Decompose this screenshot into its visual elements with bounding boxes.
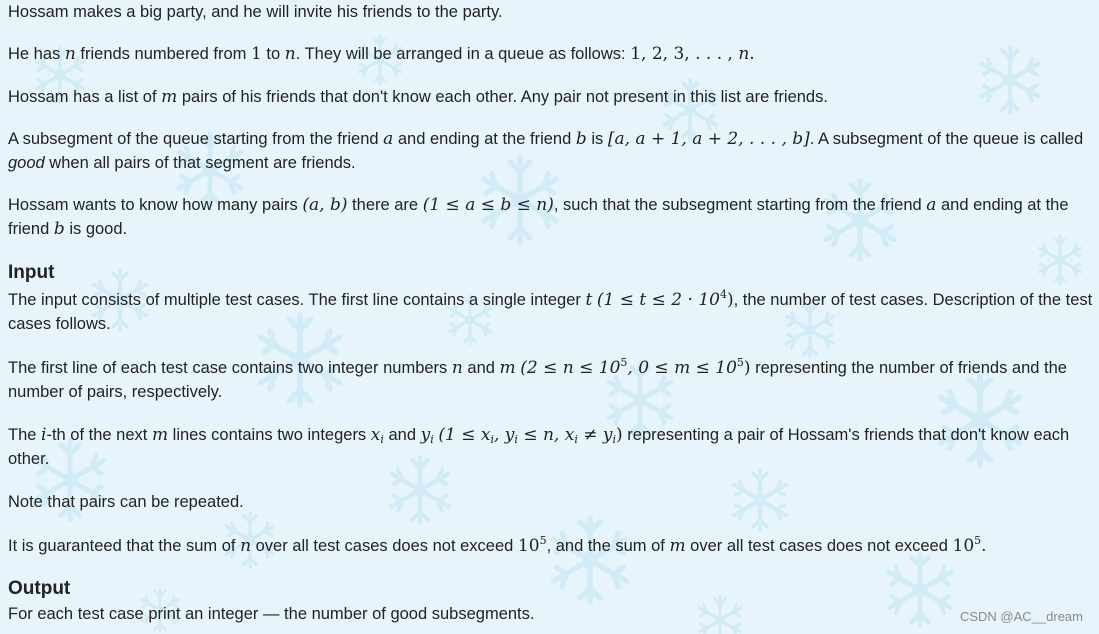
text: representing the number of friends and the number of pairs, respectively.	[8, 359, 1067, 401]
text: is good.	[64, 220, 128, 238]
math-number: 1	[251, 44, 262, 64]
output-paragraph-1	[8, 602, 534, 626]
statement-paragraph-5	[8, 193, 1094, 241]
math-var: y	[420, 425, 431, 445]
math-var: x	[370, 425, 381, 445]
text: to	[261, 45, 285, 63]
math-subscript: i	[574, 433, 578, 446]
text: and	[383, 426, 421, 444]
math-subscript: i	[514, 433, 518, 446]
math-segment: [a, a + 1, a + 2, . . . , b]	[607, 129, 810, 149]
math-var: n	[240, 536, 252, 556]
text: -th of the next	[46, 426, 152, 444]
math-exponent: 5	[620, 356, 628, 369]
math-var: t	[585, 290, 593, 310]
emphasis-good: good	[8, 154, 45, 172]
text: representing a pair of Hossam's friends that don't know each other.	[8, 426, 1070, 468]
math-var: n	[284, 44, 296, 64]
csdn-watermark: CSDN @AC__dream	[959, 609, 1083, 624]
text: The	[8, 426, 42, 444]
math-exponent: 5	[736, 356, 744, 369]
math-condition: (2 ≤ n ≤ 10	[520, 358, 621, 378]
math-exponent: 5	[974, 534, 982, 547]
math-condition: ≤ n, x	[517, 425, 575, 445]
text: friends numbered from	[75, 45, 251, 63]
output-heading: Output	[8, 578, 71, 599]
math-condition: (1 ≤ t ≤ 2 · 10	[596, 290, 720, 310]
math-condition: (1 ≤ x	[438, 425, 491, 445]
input-paragraph-4	[8, 490, 244, 514]
math-exponent: 5	[539, 534, 547, 547]
math-var: a	[383, 129, 394, 149]
text: and ending at the friend	[8, 196, 1069, 238]
math-condition: )	[726, 290, 734, 310]
text: over all test cases does not exceed	[685, 537, 953, 555]
text: .	[749, 44, 755, 64]
text: . They will be arranged in a queue as follows:	[295, 45, 631, 63]
input-paragraph-2	[8, 356, 1094, 404]
input-paragraph-5	[8, 534, 987, 558]
math-var: a	[926, 195, 937, 215]
math-condition: )	[616, 425, 623, 445]
text: For each test case print an integer — the number of good subsegments.	[8, 605, 535, 623]
math-var: n	[451, 358, 463, 378]
math-var: i	[41, 425, 47, 445]
statement-paragraph-1	[8, 0, 503, 24]
text: and ending at the friend	[393, 130, 576, 148]
math-var: m	[161, 87, 178, 107]
text: there are	[347, 196, 423, 214]
math-var: m	[669, 536, 686, 556]
math-condition: (1 ≤ a ≤ b ≤ n)	[422, 195, 554, 215]
math-var: n	[64, 44, 76, 64]
math-subscript: i	[380, 433, 384, 446]
math-subscript: i	[490, 433, 494, 446]
math-exponent: 4	[719, 288, 727, 301]
input-heading: Input	[8, 262, 55, 283]
math-subscript: i	[430, 433, 434, 446]
text: , the number of test cases. Description of the test cases follows.	[8, 291, 1093, 333]
math-pair: (a, b)	[302, 195, 348, 215]
math-sequence: 1, 2, 3, . . . ,	[630, 44, 739, 64]
text: over all test cases does not exceed	[251, 537, 518, 555]
math-number: 10	[952, 536, 975, 556]
text: when all pairs of that segment are friends.	[44, 154, 356, 172]
math-condition: , 0 ≤ m ≤ 10	[627, 358, 737, 378]
math-condition: )	[743, 358, 751, 378]
text: . A subsegment of the queue is called	[809, 130, 1084, 148]
text: Note that pairs can be repeated.	[8, 493, 244, 511]
math-var: b	[575, 129, 587, 149]
text: The input consists of multiple test cases. The first line contains a single integer	[8, 291, 586, 309]
text: Hossam wants to know how many pairs	[8, 196, 303, 214]
text: He has	[8, 45, 65, 63]
statement-text: Hossam makes a big party, and he will invite his friends to the party.	[8, 3, 503, 21]
text: , such that the subsegment starting from the friend	[553, 196, 927, 214]
input-paragraph-3	[8, 423, 1094, 471]
statement-paragraph-2	[8, 42, 755, 66]
math-condition: ≠ y	[577, 425, 613, 445]
text: , and the sum of	[546, 537, 670, 555]
text: The first line of each test case contains two integer numbers	[8, 359, 452, 377]
input-paragraph-1	[8, 288, 1094, 336]
math-var: b	[53, 219, 65, 239]
statement-paragraph-4	[8, 127, 1094, 175]
text: A subsegment of the queue starting from the friend	[8, 130, 384, 148]
text: pairs of his friends that don't know each other. Any pair not present in this list are friends.	[177, 88, 828, 106]
text: Hossam has a list of	[8, 88, 162, 106]
statement-paragraph-3	[8, 85, 828, 109]
math-var: m	[151, 425, 169, 445]
text: and	[462, 359, 500, 377]
math-var: m	[499, 358, 516, 378]
text: lines contains two integers	[168, 426, 371, 444]
math-number: 10	[517, 536, 540, 556]
text: It is guaranteed that the sum of	[8, 537, 241, 555]
math-var: n	[738, 44, 750, 64]
text: .	[981, 536, 987, 556]
math-condition: , y	[493, 425, 515, 445]
text: is	[586, 130, 608, 148]
math-subscript: i	[612, 433, 617, 446]
